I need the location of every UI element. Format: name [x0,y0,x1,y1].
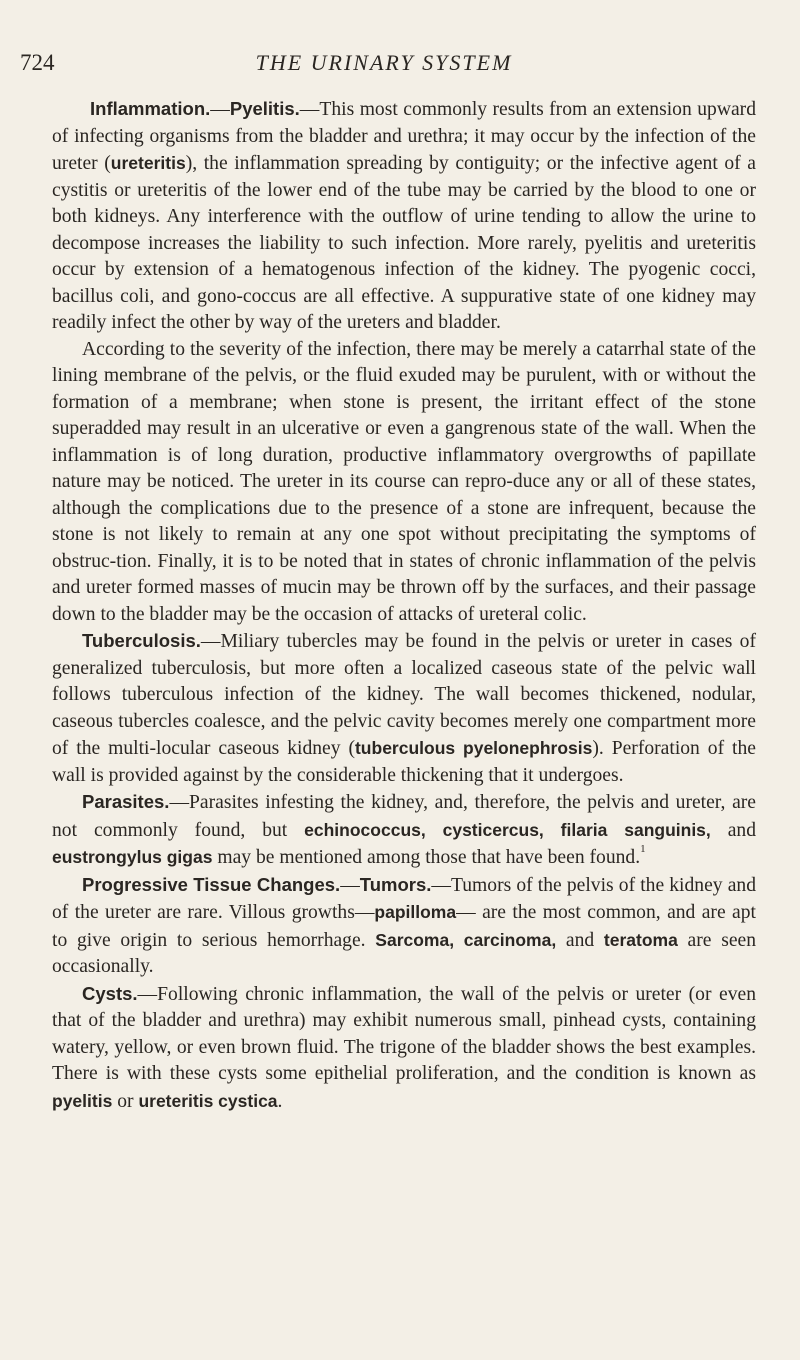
text-span: or [112,1090,139,1112]
term-ureteritis-cystica: ureteritis cystica [138,1090,278,1111]
text-span: Miliary tubercles may be found in the pelvis or ureter in cases of generalized tuberculosis, but more often a localized caseous state of the pelvic wall follows tuberculous infection of the kidney. The wall becomes thickened, nodular, caseous tubercles coalesce, and the pelvic cavity becomes merely one compartment more of the multi-locular caseous kidney ( [52,631,756,759]
text-span: Tumors of the pelvis of the kidney and of the ureter are rare. Villous growths— [52,874,756,923]
text-span: ), the inflammation spreading by contiguity; or the infective agent of a cystitis or ureteritis of the lower end of the tube may be carried by the blood to one or both kidneys. Any interference with the outflow of urine tending to allow the urine to decompose increases the liability to such infection. More rarely, pyelitis and ureteritis occur by extension of a hematogenous infection of the kidney. The pyogenic cocci, bacillus coli, and gono-coccus are all effective. A suppurative state of one kidney may readily infect the other by way of the ureters and bladder. [52,153,756,333]
text-span: are seen occasionally. [52,929,757,977]
text-span: and [710,819,756,841]
text-span: This most commonly results from an extension upward of infecting organisms from the bladder and urethra; it may occur by the infection of the ureter ( [52,99,756,174]
paragraph-parasites: Parasites.—Parasites infesting the kidney, and, therefore, the pelvis and ureter, are not commonly found, but echinococcus, cysticercus, filaria sanguinis, and eustrongylus gigas may be mentioned among those that have been found.$^1$ [52,791,756,868]
text-span: . [277,1090,283,1112]
term-eustrongylus: eustrongylus gigas [52,847,213,867]
term-papilloma: papilloma [374,902,457,922]
term-pyelitis: pyelitis [52,1090,113,1111]
term-teratoma: teratoma [603,929,678,950]
term-parasites-list: echinococcus, cysticercus, filaria sanguinis, [304,819,711,840]
subheading-tumors: Tumors. [359,873,432,895]
paragraph-tuberculosis: Tuberculosis.—Miliary tubercles may be found in the pelvis or ureter in cases of generalized tuberculosis, but more often a localized caseous state of the pelvic wall follows tuberculous infection of the kidney. The wall becomes thickened, nodular, caseous tubercles coalesce, and the pelvic cavity becomes merely one compartment more of the multi-locular caseous kidney (tuberculous pyelonephrosis). Perforation of the wall is provided against by the considerable thickening that it undergoes. [52,630,756,786]
term-sarcoma-carcinoma: Sarcoma, carcinoma, [375,929,557,950]
body-text [52,96,756,1115]
text-span: Following chronic inflammation, the wall of the pelvis or ureter (or even that of the bladder and urethra) may exhibit numerous small, pinhead cysts, containing watery, yellow, or even brown fluid. The trigone of the bladder shows the best examples. There is with these cysts some epithelial proliferation, and the condition is known as [52,983,756,1084]
heading-inflammation: Inflammation. [90,98,211,119]
term-ureteritis: ureteritis [110,153,186,173]
running-head [20,50,748,80]
heading-tuberculosis: Tuberculosis. [82,630,201,651]
footnote-mark: 1 [640,843,646,855]
paragraph-cysts: Cysts.—Following chronic inflammation, the wall of the pelvis or ureter (or even that of the bladder and urethra) may exhibit numerous small, pinhead cysts, containing watery, yellow, or even brown fluid. The trigone of the bladder shows the best examples. There is with these cysts some epithelial proliferation, and the condition is known as pyelitis or ureteritis cystica. [52,982,756,1112]
paragraph-pyelitis: Inflammation.—Pyelitis.—This most commonly results from an extension upward of infecting organisms from the bladder and urethra; it may occur by the infection of the ureter (ureteritis), the inflammation spreading by contiguity; or the infective agent of a cystitis or ureteritis of the lower end of the tube may be carried by the blood to one or both kidneys. Any interference with the outflow of urine tending to allow the urine to decompose increases the liability to such infection. More rarely, pyelitis and ureteritis occur by extension of a hematogenous infection of the kidney. The pyogenic cocci, bacillus coli, and gono-coccus are all effective. A suppurative state of one kidney may readily infect the other by way of the ureters and bladder. [52,98,756,333]
page-number: 724 [20,50,55,75]
subheading-pyelitis: Pyelitis. [229,98,300,119]
paragraph-severity: According to the severity of the infection, there may be merely a catarrhal state of the lining membrane of the pelvis, or the fluid exuded may be purulent, with or without the formation of a membrane; when stone is present, the irritant effect of the stone superadded may result in an ulcerative or even a gangrenous state of the wall. When the inflammation is of long duration, productive inflammatory overgrowths of papillate nature may be noticed. The ureter in its course can repro-duce any or all of these states, although the complications due to the presence of a stone are infrequent, because the stone is not likely to remain at any one spot without precipitating the symptoms of obstruc-tion. Finally, it is to be noted that in states of chronic inflammation of the pelvis and ureter formed masses of mucin may be thrown off by the surfaces, and their passage down to the bladder may be the occasion of attacks of ureteral colic. [52,338,756,625]
text-span: may be mentioned among those that have been found. [212,847,641,868]
heading-progressive-tissue-changes: Progressive Tissue Changes. [82,873,341,895]
text-span: — are the most common, and are apt to give origin to serious hemorrhage. [52,902,756,951]
heading-cysts: Cysts. [82,982,138,1004]
text-span: ). Perforation of the wall is provided against by the considerable thickening that it undergoes. [52,738,756,786]
term-tuberculous-pyelonephrosis: tuberculous pyelonephrosis [354,738,593,758]
text-span: Parasites infesting the kidney, and, therefore, the pelvis and ureter, are not commonly found, but [52,792,756,841]
running-title: THE URINARY SYSTEM [255,50,513,75]
paragraph-progressive: Progressive Tissue Changes.—Tumors.—Tumors of the pelvis of the kidney and of the ureter are rare. Villous growths—papilloma— are the most common, and are apt to give origin to serious hemorrhage. Sarcoma, carcinoma, and teratoma are seen occasionally. [52,873,757,977]
heading-parasites: Parasites. [82,791,170,812]
text-span: and [556,929,604,951]
